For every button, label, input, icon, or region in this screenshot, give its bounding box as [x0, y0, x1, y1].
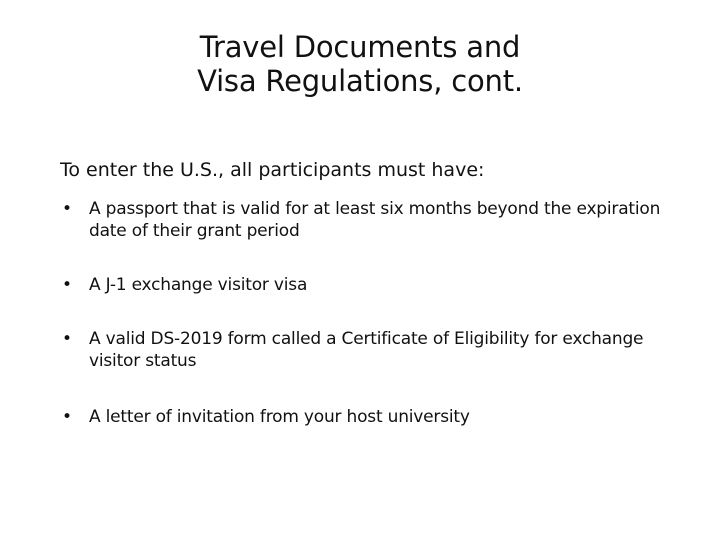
bullet-item-visa: • A J-1 exchange visitor visa [60, 274, 680, 296]
bullet-item-invitation-letter: • A letter of invitation from your host university [60, 406, 680, 428]
intro-text: To enter the U.S., all participants must have: [60, 159, 485, 181]
title-line-2: Visa Regulations, cont. [197, 64, 523, 98]
slide-title [60, 30, 660, 98]
bullet-item-passport: • A passport that is valid for at least six months beyond the expiration date of their grant period [60, 198, 680, 242]
bullet-list [60, 198, 680, 428]
bullet-item-ds2019: • A valid DS-2019 form called a Certificate of Eligibility for exchange visitor status [60, 328, 680, 372]
title-line-1: Travel Documents and [199, 30, 521, 64]
